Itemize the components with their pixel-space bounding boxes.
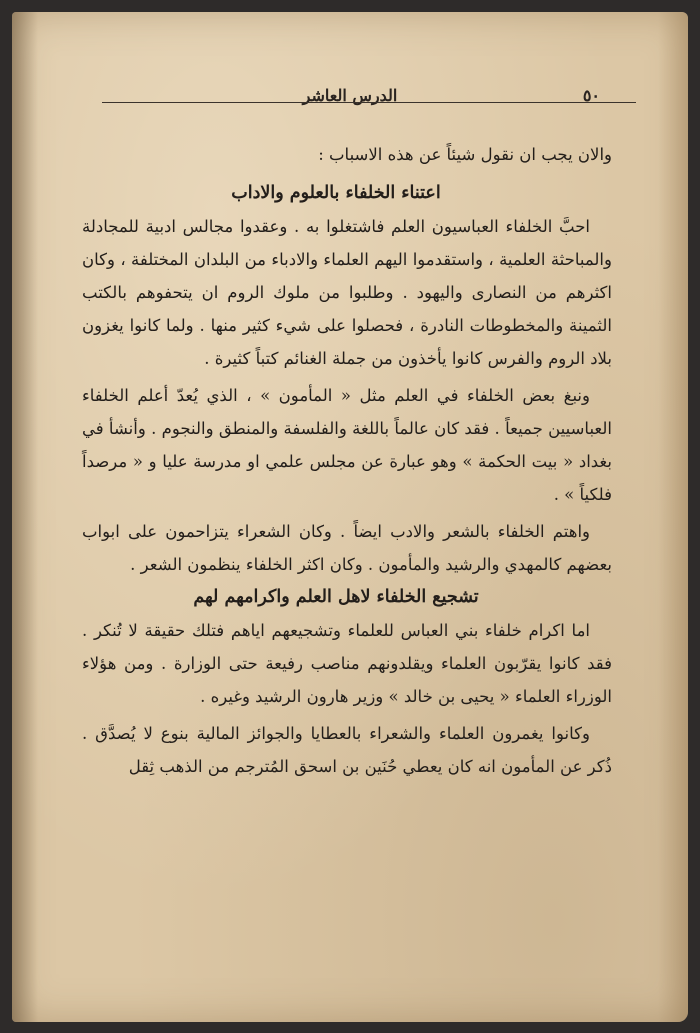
paragraph: اما اكرام خلفاء بني العباس للعلماء وتشجيعهم اياهم فتلك حقيقة لا تُنكر . فقد كانوا يقرّبون العلماء ويقلدونهم مناصب رفيعة حتى الوزارة . ومن هؤلاء الوزراء العلماء « يحيى بن خالد » وزير هارون الرشيد وغيره .: [82, 621, 612, 706]
page-header: [100, 86, 600, 110]
paragraph: ونبغ بعض الخلفاء في العلم مثل « المأمون » ، الذي يُعدّ أعلم الخلفاء العباسيين جميعاً . فقد كان عالماً باللغة والفلسفة والمنطق والنجوم . وأنشأ في بغداد « بيت الحكمة » وهو عبارة عن مجلس علمي او مدرسة عليا و « مرصداً فلكياً » .: [82, 386, 612, 504]
header-rule: [102, 102, 636, 103]
paragraph: احبَّ الخلفاء العباسيون العلم فاشتغلوا به . وعقدوا مجالس ادبية للمجادلة والمباحثة العلمية ، واستقدموا اليهم العلماء والادباء من البلدان المختلفة ، وكان اكثرهم من النصارى واليهود . وطلبوا من ملوك الروم ان يتحفوهم بالكتب الثمينة والمخطوطات النادرة ، فحصلوا على شيء كثير منها . ولما كانوا يغزون بلاد الروم والفرس كانوا يأخذون من جملة الغنائم كتباً كثيرة .: [82, 217, 612, 368]
paragraph: واهتم الخلفاء بالشعر والادب ايضاً . وكان الشعراء يتزاحمون على ابواب بعضهم كالمهدي والرشيد والمأمون . وكان اكثر الخلفاء ينظمون الشعر .: [82, 522, 612, 574]
section-heading-patronage: تشجيع الخلفاء لاهل العلم واكرامهم لهم: [193, 587, 479, 607]
page-body: [82, 138, 612, 783]
paragraph: وكانوا يغمرون العلماء والشعراء بالعطايا والجوائز المالية بنوع لا يُصدَّق . ذُكر عن المأمون انه كان يعطي حُنَين بن اسحق المُترجم من الذهب ثِقل: [82, 724, 612, 776]
section-heading-sciences: اعتناء الخلفاء بالعلوم والاداب: [231, 183, 441, 203]
page-number: ٥٠: [582, 86, 600, 105]
intro-line: والان يجب ان نقول شيئاً عن هذه الاسباب :: [318, 145, 612, 164]
page-edge-shadow: [658, 12, 688, 1022]
running-title: الدرس العاشر: [302, 86, 398, 105]
page-gutter-shadow: [12, 12, 38, 1022]
